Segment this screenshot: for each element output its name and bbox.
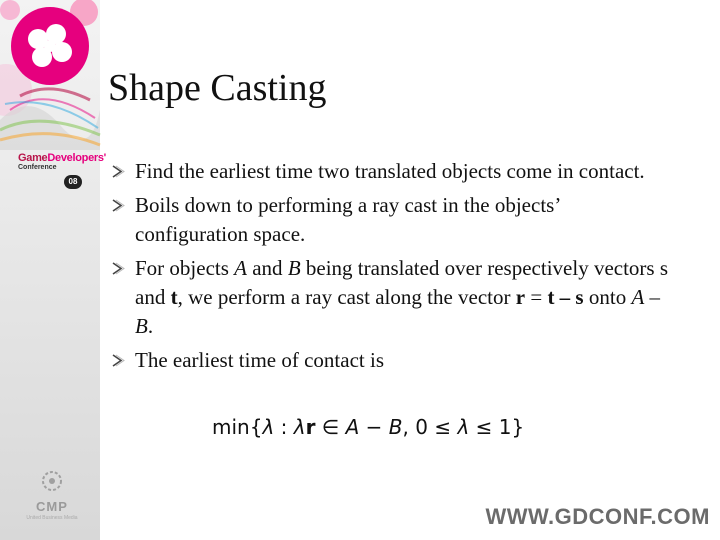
colorful-logo-art xyxy=(0,0,100,150)
bullet-text: For objects xyxy=(135,256,235,280)
cmp-logo-name: CMP xyxy=(36,499,68,514)
bullet-text: s xyxy=(659,256,669,280)
formula-colon: : xyxy=(274,415,294,439)
gdc-logo xyxy=(18,152,104,189)
gdc-logo-game: Game xyxy=(18,152,48,164)
bullet-text: = xyxy=(525,285,548,309)
formula-lambda: λ xyxy=(457,415,470,439)
formula-range-end: ≤ 1 xyxy=(469,415,512,439)
gdc-logo-name xyxy=(18,152,104,164)
bullet-text: being translated over respectively vectors xyxy=(300,256,660,280)
bullet-item xyxy=(110,191,670,249)
formula-range-start: , 0 ≤ xyxy=(402,415,458,439)
formula-element-of: ∈ xyxy=(315,415,346,439)
bullet-item xyxy=(110,346,670,375)
conference-url: WWW.GDCONF.COM xyxy=(485,504,710,529)
bullet-text: – xyxy=(644,285,661,309)
bullet-text: and xyxy=(246,256,288,280)
formula-A: A xyxy=(345,415,360,439)
bullet-text: A xyxy=(631,285,645,309)
formula-minus: − xyxy=(359,415,389,439)
bullet-text: r xyxy=(515,285,526,309)
bullet-item xyxy=(110,254,670,341)
bullet-text: and xyxy=(135,285,171,309)
bullet-text: . xyxy=(147,314,154,338)
chevron-right-icon xyxy=(110,198,125,213)
formula-lambda: λ xyxy=(262,415,275,439)
bullet-text: B xyxy=(135,314,148,338)
cmp-logo xyxy=(22,470,82,521)
gdc-logo-developers: Developers' xyxy=(47,152,106,164)
bullet-text: B xyxy=(287,256,301,280)
slide-title: Shape Casting xyxy=(108,67,327,109)
formula-close-brace: } xyxy=(511,415,525,439)
formula-B: B xyxy=(388,415,403,439)
bullet-text: Find the earliest time two translated objects come in contact. xyxy=(135,159,645,183)
chevron-right-icon xyxy=(110,353,125,368)
cmp-logo-subtitle: United Business Media xyxy=(26,515,78,521)
bullet-text: A xyxy=(234,256,247,280)
bullet-text: , we perform a ray cast along the vector xyxy=(177,285,516,309)
slide-sidebar xyxy=(0,0,106,540)
bullet-list xyxy=(110,157,670,380)
bullet-text: onto xyxy=(583,285,632,309)
gdc-logo-conference: Conference xyxy=(18,164,57,171)
gdc-logo-year-badge: 08 xyxy=(64,175,82,189)
bullet-text: t xyxy=(170,285,178,309)
bullet-text: The earliest time of contact is xyxy=(135,348,384,372)
formula-open-brace: { xyxy=(249,415,263,439)
chevron-right-icon xyxy=(110,164,125,179)
bullet-text: Boils down to performing a ray cast in the objects’ configuration space. xyxy=(135,193,560,246)
formula-min: min xyxy=(212,415,250,439)
cmp-emblem-icon xyxy=(41,470,63,492)
formula-r: r xyxy=(305,415,316,439)
contact-time-formula xyxy=(212,415,524,439)
bullet-text: t – s xyxy=(547,285,584,309)
bullet-item xyxy=(110,157,670,186)
formula-lambda: λ xyxy=(293,415,306,439)
chevron-right-icon xyxy=(110,261,125,276)
